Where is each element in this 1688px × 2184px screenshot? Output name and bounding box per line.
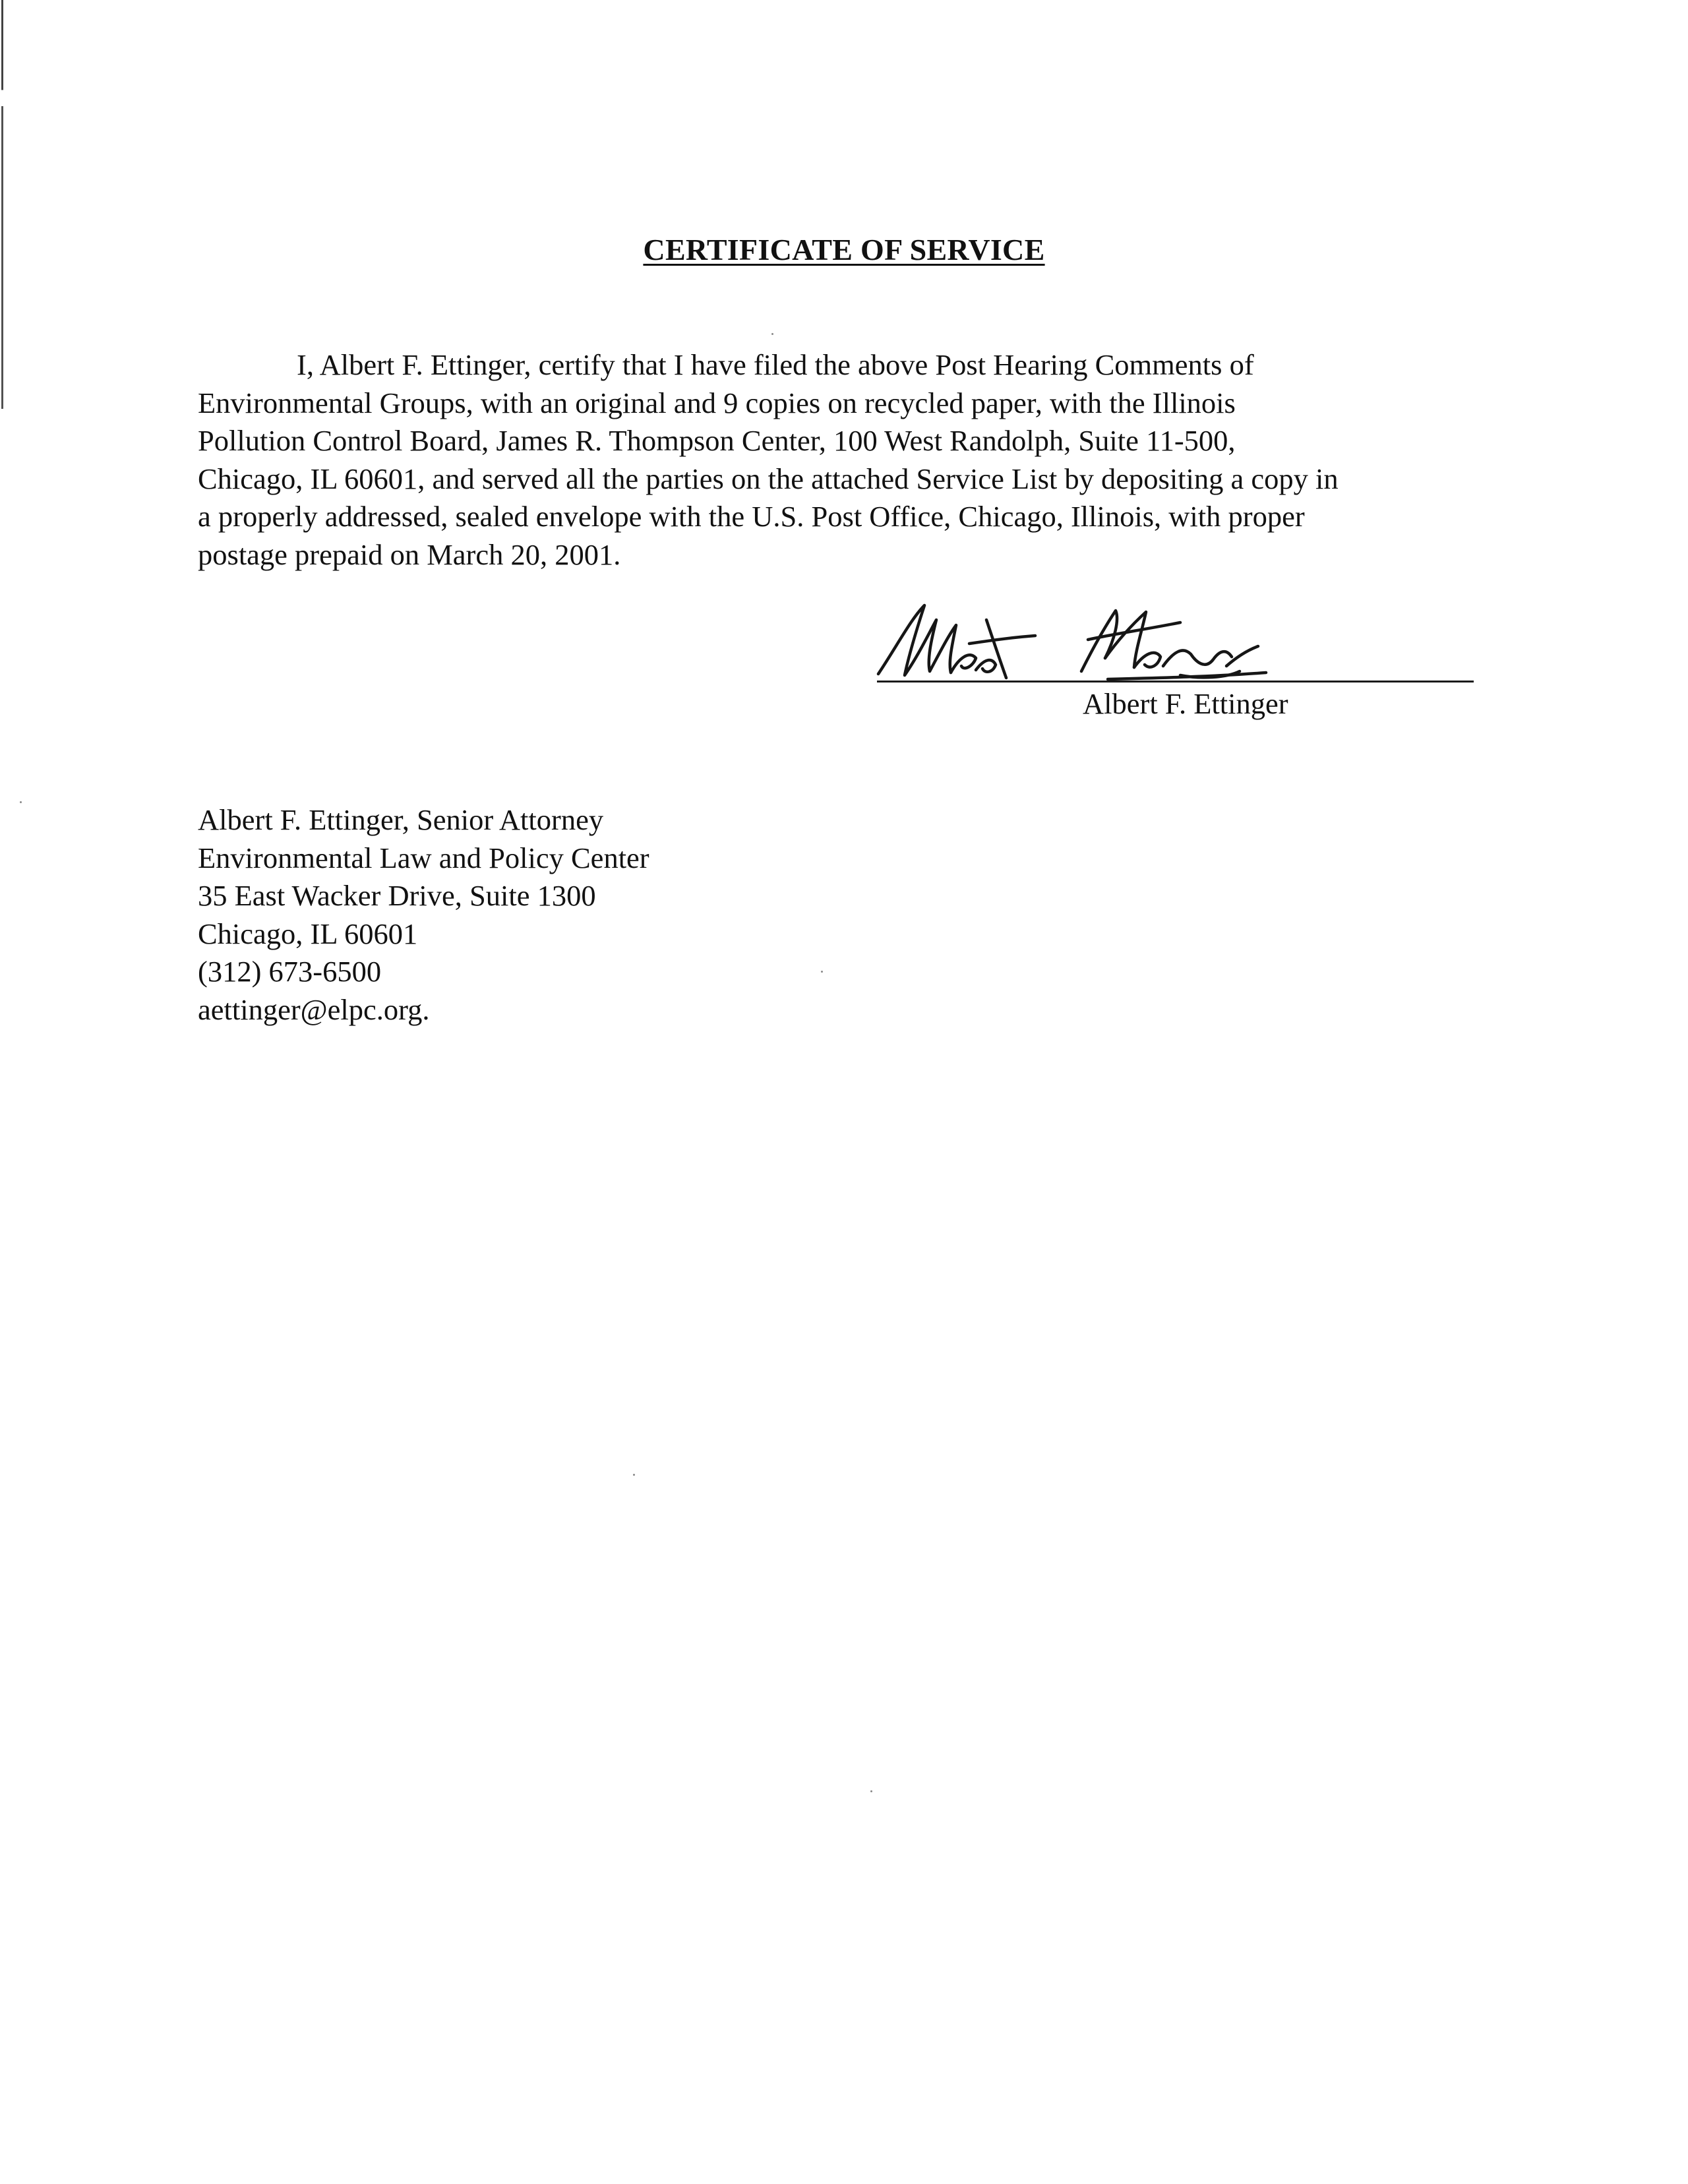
email-line: aettinger@elpc.org. xyxy=(198,992,430,1026)
paragraph-line: postage prepaid on March 20, 2001. xyxy=(198,537,621,571)
signer-printed-name: Albert F. Ettinger xyxy=(1083,687,1288,720)
address-line: Albert F. Ettinger, Senior Attorney xyxy=(198,803,604,836)
scan-speck xyxy=(771,333,773,335)
signer-address-block xyxy=(198,801,649,1029)
address-line: Environmental Law and Policy Center xyxy=(198,841,649,874)
document-title: CERTIFICATE OF SERVICE xyxy=(643,233,1045,266)
address-line: Chicago, IL 60601 xyxy=(198,917,418,950)
paragraph-line: Pollution Control Board, James R. Thompson Center, 100 West Randolph, Suite 11-500, xyxy=(198,424,1236,457)
address-line: (312) 673-6500 xyxy=(198,955,382,988)
scan-speck xyxy=(870,1790,872,1792)
scan-speck xyxy=(20,801,22,803)
scan-speck xyxy=(821,971,823,973)
paragraph-line: I, Albert F. Ettinger, certify that I have filed the above Post Hearing Comments of xyxy=(297,348,1254,381)
scan-speck xyxy=(633,1474,635,1476)
paragraph-line: Environmental Groups, with an original and 9 copies on recycled paper, with the Illinois xyxy=(198,386,1236,419)
paragraph-line: a properly addressed, sealed envelope with the U.S. Post Office, Chicago, Illinois, with proper xyxy=(198,500,1305,533)
certification-paragraph xyxy=(198,346,1490,574)
signature-line xyxy=(877,681,1474,682)
address-line: 35 East Wacker Drive, Suite 1300 xyxy=(198,879,596,912)
scan-edge-artifact xyxy=(1,0,3,409)
paragraph-line: Chicago, IL 60601, and served all the parties on the attached Service List by depositing a copy in xyxy=(198,462,1339,495)
signature-block xyxy=(870,593,1477,739)
